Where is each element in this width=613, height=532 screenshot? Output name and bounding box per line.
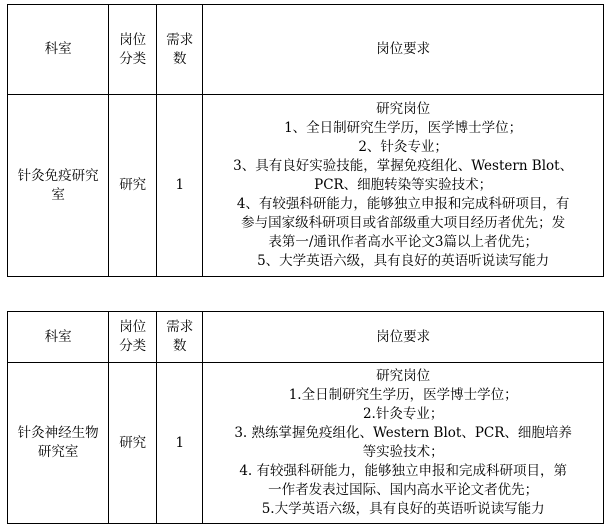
requirement-line: 1、全日制研究生学历，医学博士学位； [284, 120, 523, 136]
requirement-line: 1.全日制研究生学历，医学博士学位； [288, 387, 518, 403]
header-requirements: 岗位要求 [203, 312, 604, 363]
count-cell: 1 [157, 95, 203, 277]
requirement-line: PCR、细胞转染等实验技术； [314, 177, 493, 193]
requirement-line: 5.大学英语六级，具有良好的英语听说读写能力 [261, 501, 545, 517]
header-dept: 科室 [8, 312, 109, 363]
category-cell: 研究 [109, 95, 157, 277]
header-requirements: 岗位要求 [203, 5, 604, 95]
requirement-line: 表第一/通讯作者高水平论文3篇以上者优先； [268, 234, 538, 250]
header-category: 岗位分类 [109, 312, 157, 363]
requirement-line: 研究岗位 [376, 368, 431, 384]
table-header-row [8, 5, 604, 95]
requirements-cell [203, 95, 604, 277]
requirement-line: 4、有较强科研能力，能够独立申报和完成科研项目，有 [236, 196, 570, 212]
requirement-line: 等实验技术； [362, 444, 444, 460]
requirement-line: 4. 有较强科研能力，能够独立申报和完成科研项目，第 [239, 463, 567, 479]
header-count: 需求数 [157, 5, 203, 95]
count-cell: 1 [157, 363, 203, 524]
header-category: 岗位分类 [109, 5, 157, 95]
category-cell: 研究 [109, 363, 157, 524]
job-table-acupuncture-neurobiology [7, 311, 604, 524]
requirement-line: 参与国家级科研项目或省部级重大项目经历者优先；发 [241, 215, 566, 231]
table-row [8, 95, 604, 277]
requirement-line: 3、具有良好实验技能，掌握免疫组化、Western Blot、 [233, 158, 574, 174]
dept-cell: 针灸神经生物研究室 [8, 363, 109, 524]
requirements-cell [203, 363, 604, 524]
dept-cell: 针灸免疫研究室 [8, 95, 109, 277]
table-row [8, 363, 604, 524]
requirement-line: 3. 熟练掌握免疫组化、Western Blot、PCR、细胞培养 [234, 425, 572, 441]
table-header-row [8, 312, 604, 363]
requirement-line: 2、针灸专业； [358, 139, 448, 155]
requirement-line: 5、大学英语六级，具有良好的英语听说读写能力 [257, 253, 550, 269]
requirement-line: 研究岗位 [376, 101, 431, 117]
job-table-acupuncture-immunology [7, 4, 604, 277]
header-count: 需求数 [157, 312, 203, 363]
requirement-line: 2.针灸专业； [362, 406, 444, 422]
requirement-line: 一作者发表过国际、国内高水平论文者优先； [268, 482, 539, 498]
header-dept: 科室 [8, 5, 109, 95]
